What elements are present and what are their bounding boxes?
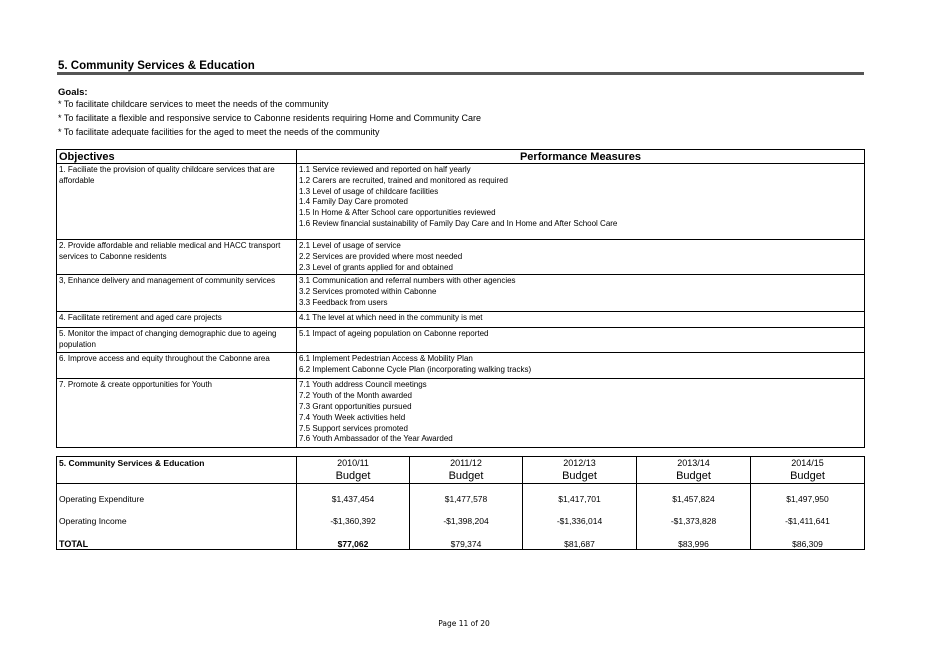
objective-cell: 2. Provide affordable and reliable medical and HACC transport services to Cabonne residents	[57, 240, 297, 275]
budget-title: 5. Community Services & Education	[57, 457, 297, 470]
table-row	[57, 164, 865, 240]
objective-cell: 6. Improve access and equity throughout the Cabonne area	[57, 353, 297, 379]
table-row	[57, 275, 865, 312]
measure-item: 6.2 Implement Cabonne Cycle Plan (incorporating walking tracks)	[299, 365, 532, 375]
budget-label: Budget	[523, 470, 637, 484]
table-row	[57, 353, 865, 379]
value-cell: $1,417,701	[523, 484, 637, 515]
measure-item: 5.1 Impact of ageing population on Cabonne reported	[299, 329, 489, 339]
value-cell: -$1,411,641	[751, 515, 865, 528]
measure-item: 4.1 The level at which need in the community is met	[299, 313, 483, 323]
section-title: 5. Community Services & Education	[58, 60, 255, 72]
value-cell: $81,687	[523, 528, 637, 550]
measure-item: 2.2 Services are provided where most needed	[299, 251, 463, 261]
budget-year-row	[57, 457, 865, 470]
table-row	[57, 328, 865, 353]
objective-cell: 7. Promote & create opportunities for Youth	[57, 379, 297, 448]
measure-item: 7.1 Youth address Council meetings	[299, 380, 427, 390]
objectives-header: Objectives	[57, 150, 297, 164]
value-cell: $1,457,824	[637, 484, 751, 515]
empty-cell	[57, 470, 297, 484]
measure-item: 7.6 Youth Ambassador of the Year Awarded	[299, 434, 453, 444]
measures-cell	[297, 164, 865, 240]
objectives-header-row	[57, 150, 865, 164]
measures-cell	[297, 379, 865, 448]
table-row	[57, 312, 865, 328]
value-cell: -$1,360,392	[297, 515, 410, 528]
value-cell: $1,497,950	[751, 484, 865, 515]
value-cell: -$1,398,204	[410, 515, 523, 528]
measures-cell	[297, 275, 865, 312]
measures-cell	[297, 312, 865, 328]
row-label: TOTAL	[57, 528, 297, 550]
value-cell: $86,309	[751, 528, 865, 550]
budget-table	[56, 456, 865, 550]
title-underline	[57, 72, 864, 75]
value-cell: $79,374	[410, 528, 523, 550]
measure-item: 1.1 Service reviewed and reported on half yearly	[299, 165, 471, 174]
measure-item: 6.1 Implement Pedestrian Access & Mobility Plan	[299, 354, 473, 364]
row-label: Operating Income	[57, 515, 297, 528]
table-row-total	[57, 528, 865, 550]
value-cell: $77,062	[297, 528, 410, 550]
goals-heading: Goals:	[58, 87, 88, 98]
objective-cell: 4. Facilitate retirement and aged care projects	[57, 312, 297, 328]
budget-label: Budget	[410, 470, 523, 484]
objective-cell: 3, Enhance delivery and management of community services	[57, 275, 297, 312]
budget-label-row	[57, 470, 865, 484]
objective-cell: 1. Faciliate the provision of quality childcare services that are affordable	[57, 164, 297, 240]
measure-item: 7.5 Support services promoted	[299, 423, 408, 433]
year-header: 2012/13	[523, 457, 637, 470]
row-label: Operating Expenditure	[57, 484, 297, 515]
year-header: 2010/11	[297, 457, 410, 470]
measure-item: 1.4 Family Day Care promoted	[299, 197, 408, 207]
table-row	[57, 240, 865, 275]
measure-item: 7.3 Grant opportunities pursued	[299, 401, 412, 411]
objectives-table	[56, 149, 865, 448]
goal-item: * To facilitate a flexible and responsive service to Cabonne residents requiring Home and Community Care	[58, 113, 482, 123]
value-cell: -$1,336,014	[523, 515, 637, 528]
value-cell: -$1,373,828	[637, 515, 751, 528]
measures-cell	[297, 328, 865, 353]
measure-item: 1.2 Carers are recruited, trained and monitored as required	[299, 175, 508, 185]
value-cell: $83,996	[637, 528, 751, 550]
year-header: 2013/14	[637, 457, 751, 470]
measure-item: 1.3 Level of usage of childcare facilities	[299, 186, 439, 196]
measure-item: 1.5 In Home & After School care opportunities reviewed	[299, 208, 496, 218]
year-header: 2014/15	[751, 457, 865, 470]
measure-item: 3.1 Communication and referral numbers with other agencies	[299, 276, 516, 286]
performance-measures-header: Performance Measures	[297, 150, 865, 164]
table-row	[57, 515, 865, 528]
measure-item: 2.3 Level of grants applied for and obtained	[299, 262, 453, 272]
goal-item: * To facilitate adequate facilities for the aged to meet the needs of the community	[58, 127, 380, 137]
measure-item: 7.2 Youth of the Month awarded	[299, 391, 412, 401]
page-number: Page 11 of 20	[438, 619, 490, 628]
budget-label: Budget	[297, 470, 410, 484]
measure-item: 3.2 Services promoted within Cabonne	[299, 287, 437, 297]
table-row	[57, 379, 865, 448]
budget-label: Budget	[637, 470, 751, 484]
measure-item: 2.1 Level of usage of service	[299, 241, 401, 250]
goal-item: * To facilitate childcare services to meet the needs of the community	[58, 99, 329, 109]
budget-label: Budget	[751, 470, 865, 484]
measure-item: 7.4 Youth Week activities held	[299, 412, 406, 422]
measures-cell	[297, 353, 865, 379]
value-cell: $1,437,454	[297, 484, 410, 515]
value-cell: $1,477,578	[410, 484, 523, 515]
measure-item: 3.3 Feedback from users	[299, 297, 388, 307]
objective-cell: 5. Monitor the impact of changing demographic due to ageing population	[57, 328, 297, 353]
measure-item: 1.6 Review financial sustainability of Family Day Care and In Home and After School Care	[299, 218, 618, 228]
table-row	[57, 484, 865, 515]
measures-cell	[297, 240, 865, 275]
year-header: 2011/12	[410, 457, 523, 470]
